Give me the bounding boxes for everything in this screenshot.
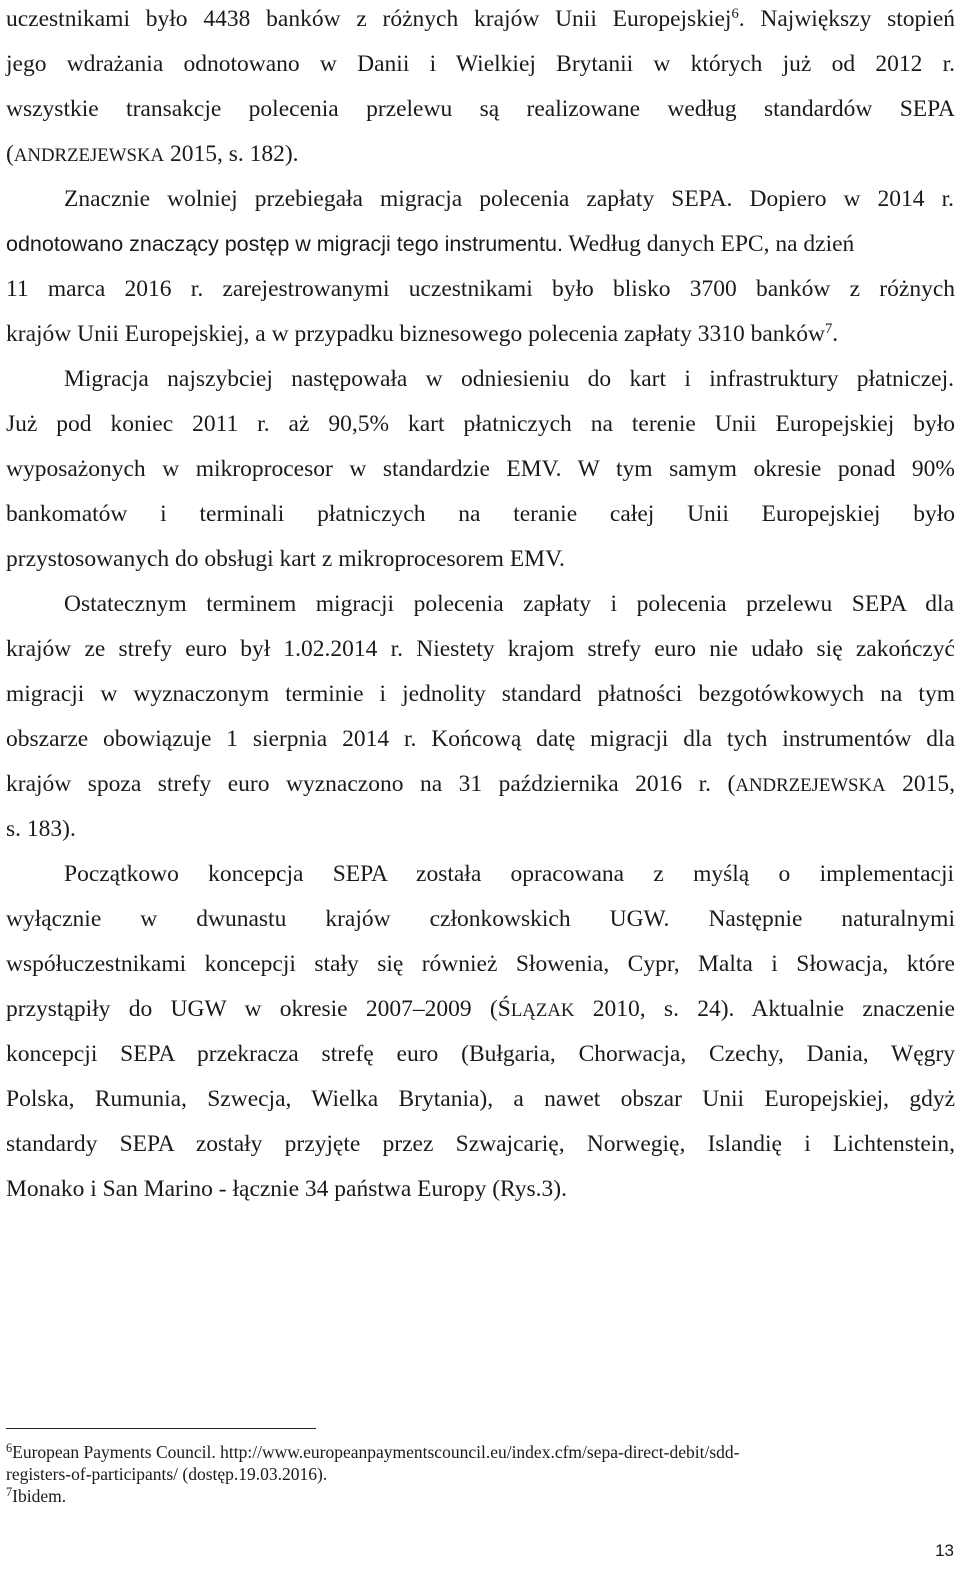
footnote-divider (6, 1428, 316, 1429)
body-line-19: s. 183). (6, 816, 76, 842)
citation-author: ANDRZEJEWSKA (13, 145, 165, 166)
body-line-16: migracji w wyznaczonym terminie i jednolity standard płatności bezgotówkowych na tym (6, 681, 955, 707)
footnote-7: $^7$Ibidem. (6, 1484, 67, 1506)
body-line-21: wyłącznie w dwunastu krajów członkowskich UGW. Następnie naturalnymi (6, 906, 955, 932)
footnote-6-line-1 (6, 1442, 739, 1462)
body-line-15: krajów ze strefy euro był 1.02.2014 r. Niestety krajom strefy euro nie udało się zakończyć (6, 636, 955, 662)
body-line-3: wszystkie transakcje polecenia przelewu są realizowane według standardów SEPA (6, 96, 955, 122)
body-line-24: koncepcji SEPA przekracza strefę euro (Bułgaria, Chorwacja, Czechy, Dania, Węgry (6, 1041, 955, 1067)
body-line-11: wyposażonych w mikroprocesor w standardzie EMV. W tym samym okresie ponad 90% (6, 456, 955, 482)
footnote-ref-7[interactable]: 7 (825, 321, 833, 337)
body-line-27: Monako i San Marino - łącznie 34 państwa Europy (Rys.3). (6, 1176, 567, 1202)
footnote-6-number: 6 (6, 1440, 13, 1455)
citation-author: ANDRZEJEWSKA (735, 775, 886, 796)
footnote-ref-6[interactable]: 6 (731, 6, 739, 22)
body-line-9: Migracja najszybciej następowała w odniesieniu do kart i infrastruktury płatniczej. (64, 366, 954, 392)
body-line-4: (ANDRZEJEWSKA 2015, s. 182). (6, 141, 299, 167)
body-line-2: jego wdrażania odnotowano w Danii i Wielkiej Brytanii w których już od 2012 r. (6, 51, 955, 77)
body-line-10: Już pod koniec 2011 r. aż 90,5% kart płatniczych na terenie Unii Europejskiej było (6, 411, 955, 437)
body-line-14: Ostatecznym terminem migracji polecenia zapłaty i polecenia przelewu SEPA dla (64, 591, 954, 617)
body-line-8: krajów Unii Europejskiej, a w przypadku biznesowego polecenia zapłaty 3310 banków$^7$. (6, 321, 839, 347)
body-line-22: współuczestnikami koncepcji stały się również Słowenia, Cypr, Malta i Słowacja, które (6, 951, 955, 977)
body-line-13: przystosowanych do obsługi kart z mikroprocesorem EMV. (6, 546, 565, 572)
body-line-6: odnotowano znaczący postęp w migracji tego instrumentu. Według danych EPC, na dzień (6, 231, 855, 257)
footnote-6-link[interactable]: European Payments Council. http://www.europeanpaymentscouncil.eu/index.cfm/sepa-direct-debit/sdd- (12, 1442, 740, 1462)
body-line-26: standardy SEPA zostały przyjęte przez Szwajcarię, Norwegię, Islandię i Lichtenstein, (6, 1131, 955, 1157)
body-line-17: obszarze obowiązuje 1 sierpnia 2014 r. Końcową datę migracji dla tych instrumentów dla (6, 726, 955, 752)
body-line-12: bankomatów i terminali płatniczych na teranie całej Unii Europejskiej było (6, 501, 955, 527)
footnote-7-number: 7 (6, 1484, 13, 1499)
body-line-7: 11 marca 2016 r. zarejestrowanymi uczestnikami było blisko 3700 banków z różnych (6, 276, 955, 302)
body-line-23: przystąpiły do UGW w okresie 2007–2009 (ŚLĄZAK 2010, s. 24). Aktualnie znaczenie (6, 996, 955, 1022)
page-number: 13 (935, 1541, 954, 1560)
body-line-1: uczestnikami było 4438 banków z różnych krajów Unii Europejskiej$^6$. Największy stopień (6, 6, 955, 32)
citation-author: LĄZAK (510, 1000, 575, 1021)
body-line-20: Początkowo koncepcja SEPA została opracowana z myślą o implementacji (64, 861, 954, 887)
footnote-6-line-2: registers-of-participants/ (dostęp.19.03.2016). (6, 1464, 328, 1484)
body-line-5: Znacznie wolniej przebiegała migracja polecenia zapłaty SEPA. Dopiero w 2014 r. (64, 186, 954, 212)
body-line-25: Polska, Rumunia, Szwecja, Wielka Brytania), a nawet obszar Unii Europejskiej, gdyż (6, 1086, 955, 1112)
body-line-18: krajów spoza strefy euro wyznaczono na 31 października 2016 r. (ANDRZEJEWSKA 2015, (6, 771, 955, 797)
